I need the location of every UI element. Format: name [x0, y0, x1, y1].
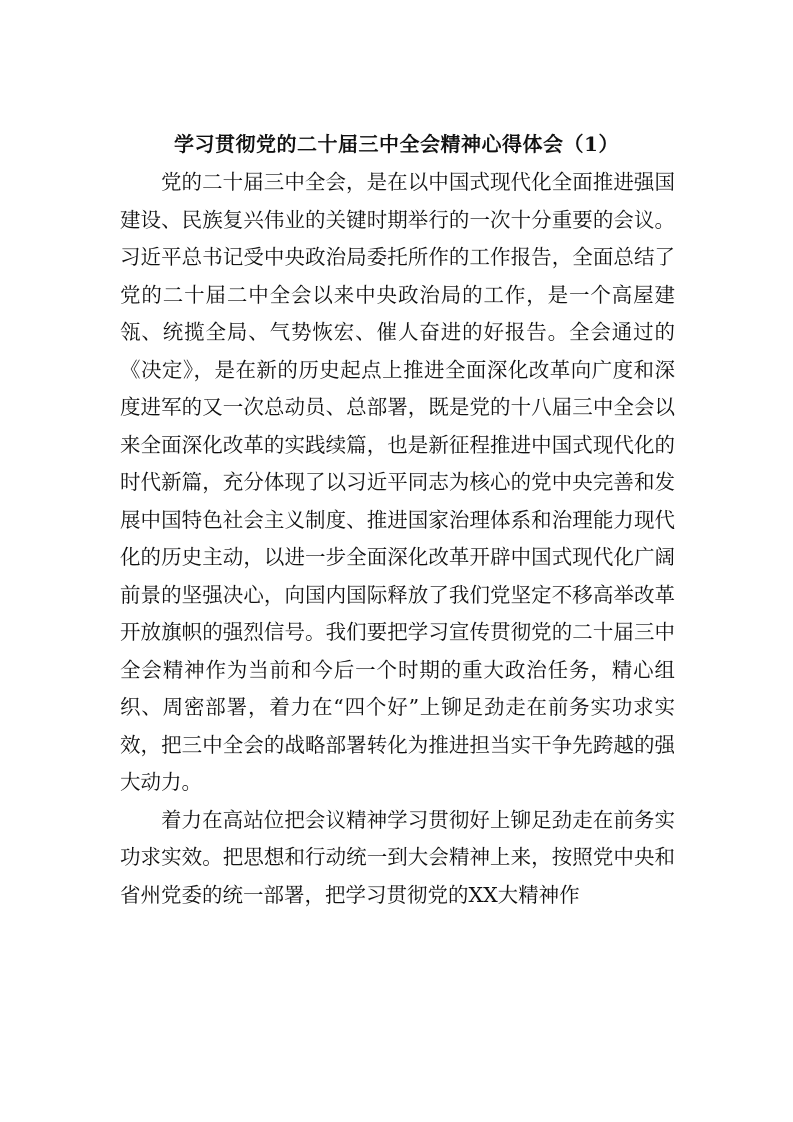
- document-body: [120, 164, 675, 914]
- paragraph-2: 着力在高站位把会议精神学习贯彻好上铆足劲走在前务实功求实效。把思想和行动统一到大会精神上来，按照党中央和省州党委的统一部署，把学习贯彻党的XX大精神作: [120, 807, 675, 907]
- document-title: 学习贯彻党的二十届三中全会精神心得体会（1）: [174, 132, 619, 156]
- paragraph-1: 党的二十届三中全会，是在以中国式现代化全面推进强国建设、民族复兴伟业的关键时期举行的一次十分重要的会议。习近平总书记受中央政治局委托所作的工作报告，全面总结了党的二十届二中全会以来中央政治局的工作，是一个高屋建瓴、统揽全局、气势恢宏、催人奋进的好报告。全会通过的《决定》，是在新的历史起点上推进全面深化改革向广度和深度进军的又一次总动员、总部署，既是党的十八届三中全会以来全面深化改革的实践续篇，也是新征程推进中国式现代化的时代新篇，充分体现了以习近平同志为核心的党中央完善和发展中国特色社会主义制度、推进国家治理体系和治理能力现代化的历史主动，以进一步全面深化改革开辟中国式现代化广阔前景的坚强决心，向国内国际释放了我们党坚定不移高举改革开放旗帜的强烈信号。我们要把学习宣传贯彻党的二十届三中全会精神作为当前和今后一个时期的重大政治任务，精心组织、周密部署，着力在“四个好”上铆足劲走在前务实功求实效，把三中全会的战略部署转化为推进担当实干争先跨越的强大动力。: [120, 170, 675, 794]
